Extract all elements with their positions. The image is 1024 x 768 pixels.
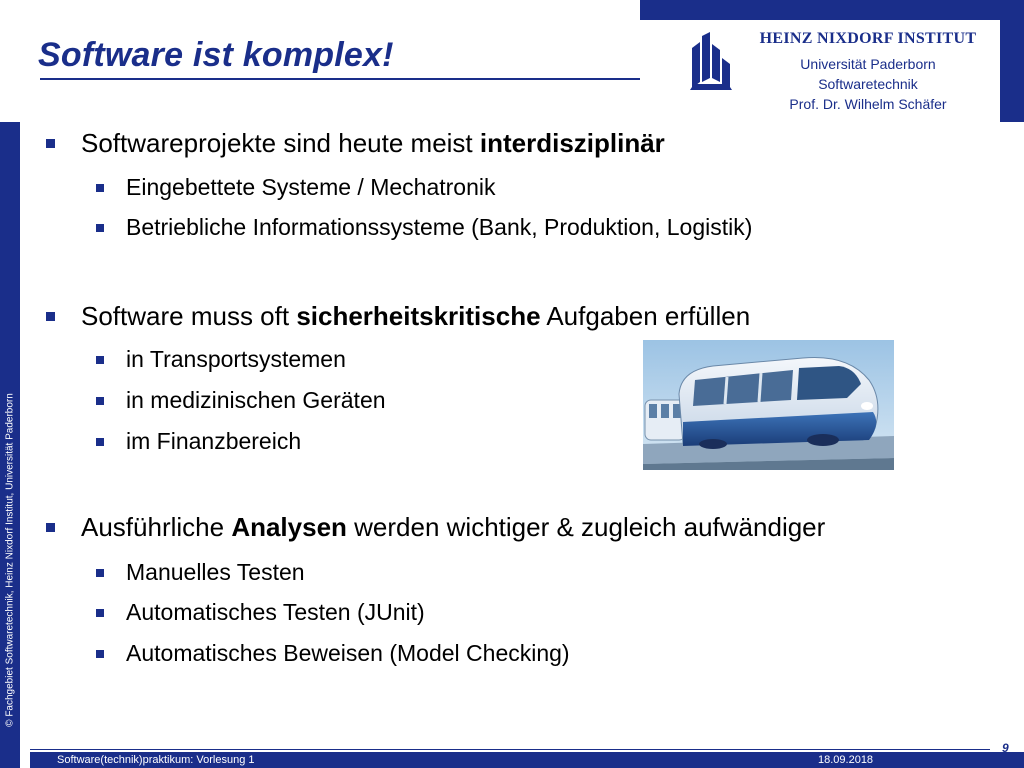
sub-bullet-item <box>96 214 752 241</box>
bullet-square-icon <box>46 523 55 532</box>
bullet-square-icon <box>96 650 104 658</box>
bullet-square-icon <box>46 312 55 321</box>
bullet-item <box>46 301 750 332</box>
sub-bullet-text: Betriebliche Informationssysteme (Bank, Produktion, Logistik) <box>126 214 753 240</box>
bullet-text: Aufgaben erfüllen <box>540 301 751 331</box>
bullet-square-icon <box>96 184 104 192</box>
sub-bullet-text: Automatisches Beweisen (Model Checking) <box>126 640 570 666</box>
institute-professor: Prof. Dr. Wilhelm Schäfer <box>789 96 947 112</box>
bullet-text: werden wichtiger & zugleich aufwändiger <box>346 512 826 542</box>
sub-bullet-item <box>96 599 425 626</box>
bullet-square-icon <box>96 356 104 364</box>
sub-bullet-text: Manuelles Testen <box>126 559 305 585</box>
footer-line <box>30 749 990 750</box>
sub-bullet-text: in Transportsystemen <box>126 346 346 372</box>
slide-title: Software ist komplex! <box>38 36 394 74</box>
sub-bullet-item <box>96 387 386 414</box>
bullet-item <box>46 128 665 159</box>
sub-bullet-text: im Finanzbereich <box>126 428 302 454</box>
bullet-item <box>46 512 825 543</box>
bullet-text: Ausführliche <box>81 512 232 542</box>
copyright-text: © Fachgebiet Softwaretechnik, Heinz Nixdorf Institut, Universität Paderborn <box>4 393 16 727</box>
institute-department: Softwaretechnik <box>818 76 918 92</box>
bullet-square-icon <box>96 569 104 577</box>
sub-bullet-text: Automatisches Testen (JUnit) <box>126 599 425 625</box>
sub-bullet-item <box>96 559 305 586</box>
sub-bullet-text: Eingebettete Systeme / Mechatronik <box>126 174 496 200</box>
sub-bullet-item <box>96 428 301 455</box>
bullet-square-icon <box>46 139 55 148</box>
bullet-text-bold: interdisziplinär <box>479 128 665 158</box>
sub-bullet-item <box>96 346 346 373</box>
bullet-text: Software muss oft <box>81 301 297 331</box>
institute-university: Universität Paderborn <box>800 56 936 72</box>
footer-course-title: Software(technik)praktikum: Vorlesung 1 <box>57 754 255 766</box>
sub-bullet-text: in medizinischen Geräten <box>126 387 386 413</box>
bullet-text-bold: sicherheitskritische <box>296 301 541 331</box>
bullet-text: Softwareprojekte sind heute meist <box>81 128 480 158</box>
bullet-square-icon <box>96 438 104 446</box>
footer-date: 18.09.2018 <box>818 754 874 766</box>
bullet-square-icon <box>96 397 104 405</box>
train-image <box>643 340 894 470</box>
bullet-text-bold: Analysen <box>231 512 347 542</box>
sub-bullet-item <box>96 640 570 667</box>
institute-name: HEINZ NIXDORF INSTITUT <box>759 30 977 47</box>
page-number: 9 <box>1002 741 1009 755</box>
bullet-square-icon <box>96 609 104 617</box>
bullet-square-icon <box>96 224 104 232</box>
sub-bullet-item <box>96 174 495 201</box>
